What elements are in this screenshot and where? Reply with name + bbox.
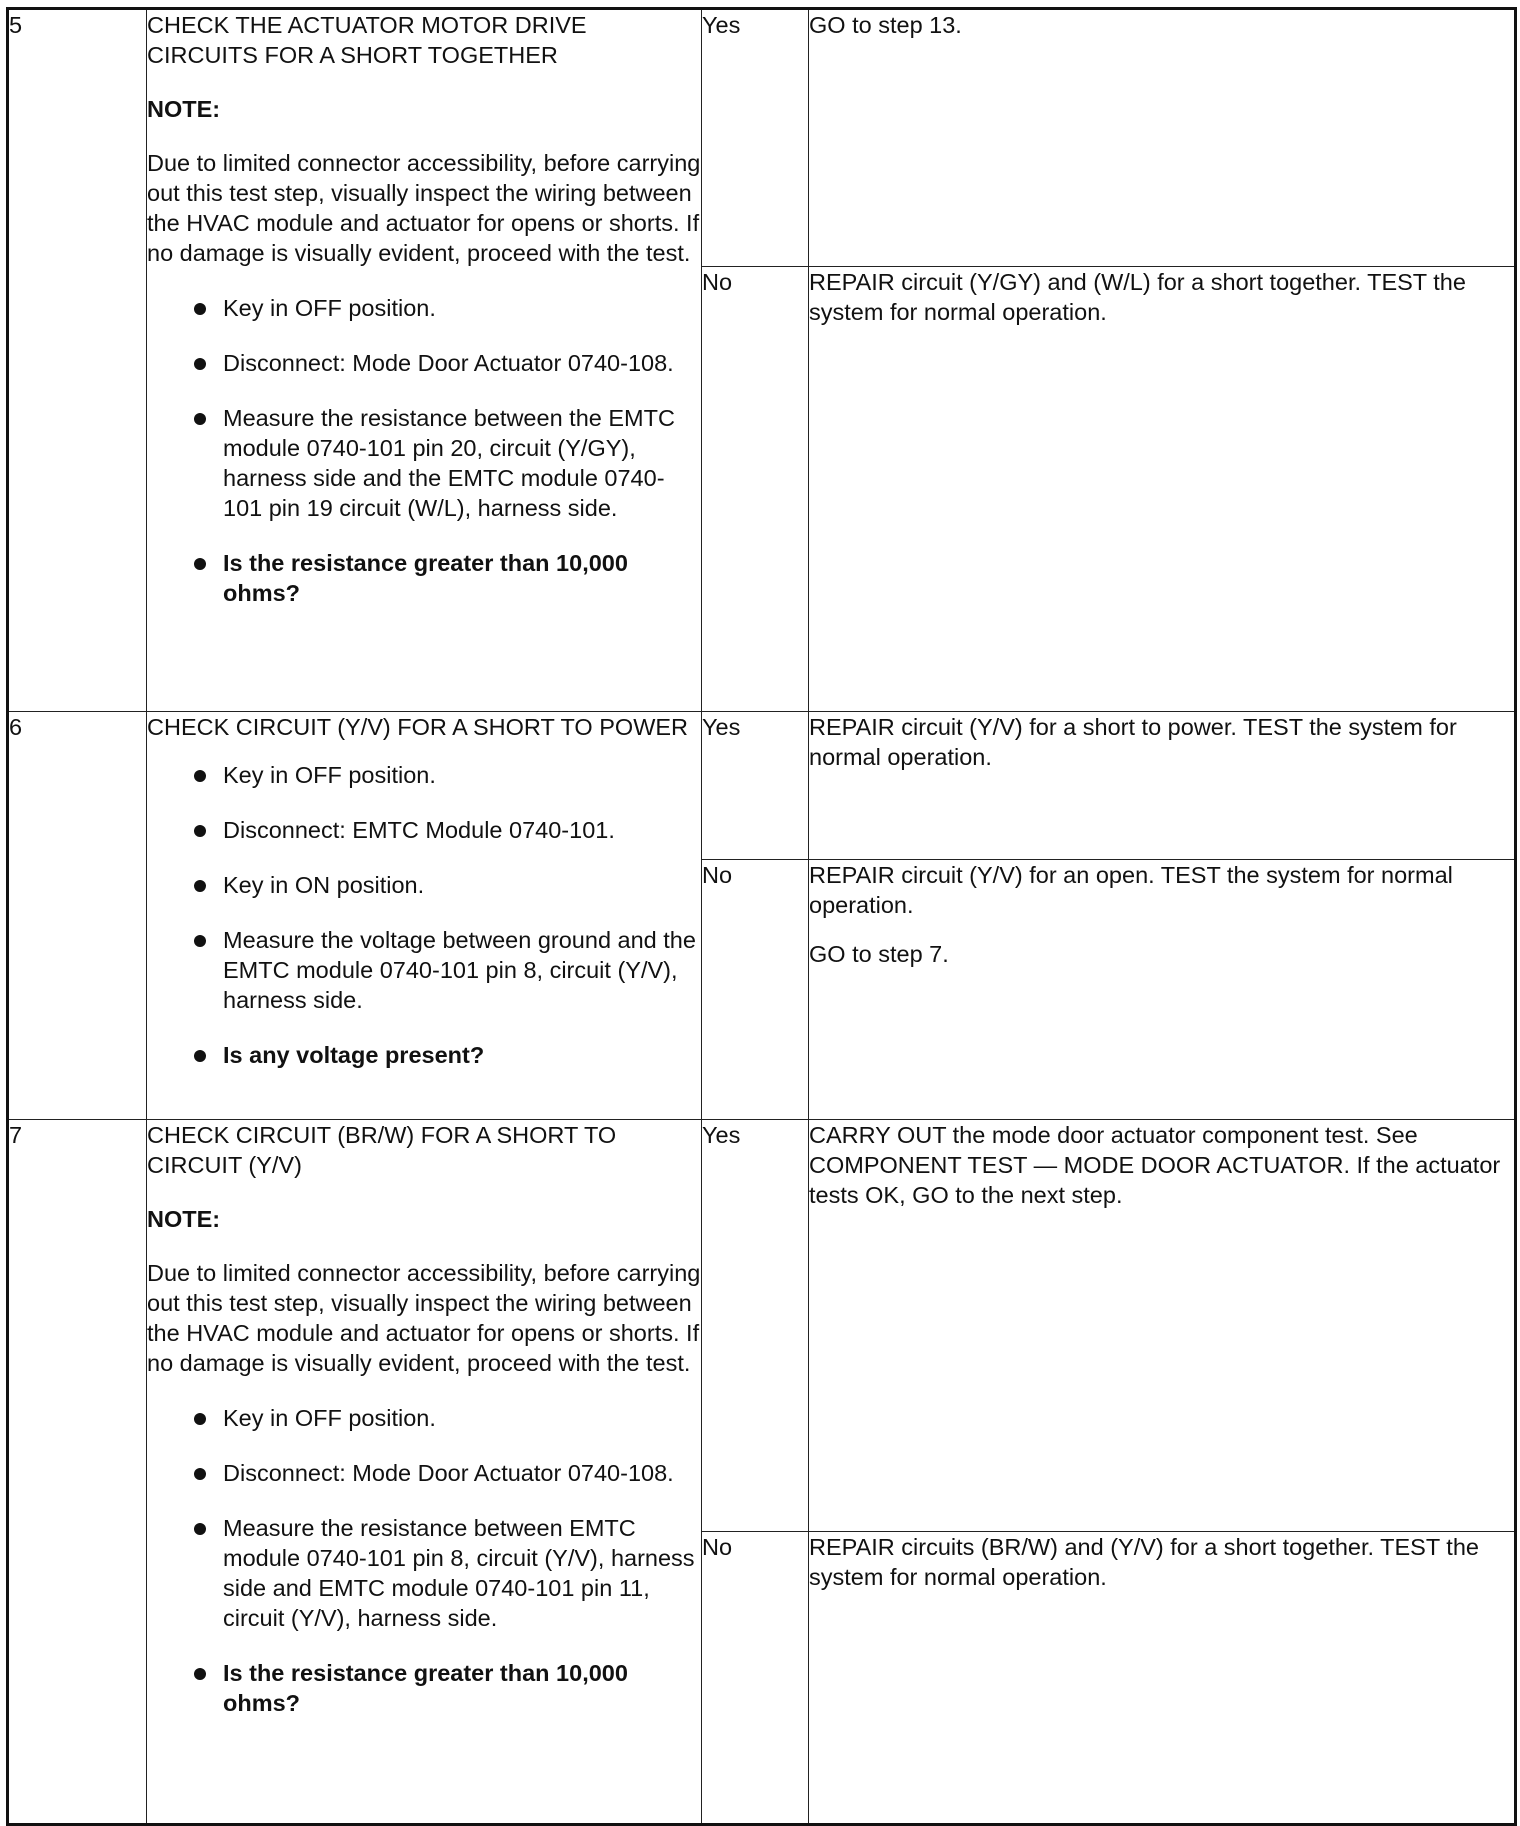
list-item: Disconnect: EMTC Module 0740-101. xyxy=(147,815,701,845)
result-no: No xyxy=(702,267,809,712)
note-text: Due to limited connector accessibility, before carrying out this test step, visually inspect the wiring between the HVAC module and actuator for opens or shorts. If no damage is visually evident, proceed with the test. xyxy=(147,150,701,266)
test-steps xyxy=(147,293,701,608)
list-item: Disconnect: Mode Door Actuator 0740-108. xyxy=(147,1458,701,1488)
list-item: Disconnect: Mode Door Actuator 0740-108. xyxy=(147,348,701,378)
test-steps xyxy=(147,760,701,1070)
table-row xyxy=(8,9,1516,267)
action-text: GO to step 7. xyxy=(809,941,949,967)
list-item: Key in OFF position. xyxy=(147,760,701,790)
result-no: No xyxy=(702,860,809,1120)
note-text: Due to limited connector accessibility, before carrying out this test step, visually inspect the wiring between the HVAC module and actuator for opens or shorts. If no damage is visually evident, proceed with the test. xyxy=(147,1260,701,1376)
action-no xyxy=(809,860,1516,1120)
list-item: Measure the voltage between ground and the EMTC module 0740-101 pin 8, circuit (Y/V), harness side. xyxy=(147,925,701,1015)
action-no xyxy=(809,267,1516,712)
action-text: REPAIR circuits (BR/W) and (Y/V) for a short together. TEST the system for normal operation. xyxy=(809,1534,1479,1590)
result-yes: Yes xyxy=(702,712,809,860)
action-no xyxy=(809,1532,1516,1825)
test-title: CHECK CIRCUIT (BR/W) FOR A SHORT TO CIRCUIT (Y/V) xyxy=(147,1122,617,1178)
action-yes xyxy=(809,9,1516,267)
list-item: Measure the resistance between the EMTC module 0740-101 pin 20, circuit (Y/GY), harness side and the EMTC module 0740-101 pin 19 circuit (W/L), harness side. xyxy=(147,403,701,523)
action-text: REPAIR circuit (Y/V) for a short to power. TEST the system for normal operation. xyxy=(809,714,1457,770)
action-yes xyxy=(809,1120,1516,1532)
action-text: REPAIR circuit (Y/GY) and (W/L) for a short together. TEST the system for normal operation. xyxy=(809,269,1466,325)
result-no: No xyxy=(702,1532,809,1825)
test-description xyxy=(147,1120,702,1825)
list-item: Key in OFF position. xyxy=(147,293,701,323)
action-text: CARRY OUT the mode door actuator component test. See COMPONENT TEST — MODE DOOR ACTUATOR. If the actuator tests OK, GO to the next step. xyxy=(809,1122,1501,1208)
result-yes: Yes xyxy=(702,9,809,267)
step-number: 5 xyxy=(8,9,147,712)
step-number: 6 xyxy=(8,712,147,1120)
list-item: Measure the resistance between EMTC module 0740-101 pin 8, circuit (Y/V), harness side and EMTC module 0740-101 pin 11, circuit (Y/V), harness side. xyxy=(147,1513,701,1633)
action-text: GO to step 13. xyxy=(809,12,962,38)
test-question: Is the resistance greater than 10,000 ohms? xyxy=(147,1658,701,1718)
note-label: NOTE: xyxy=(147,96,221,122)
diagnostic-table xyxy=(6,7,1517,1826)
test-title: CHECK CIRCUIT (Y/V) FOR A SHORT TO POWER xyxy=(147,714,689,740)
test-question: Is any voltage present? xyxy=(147,1040,701,1070)
action-yes xyxy=(809,712,1516,860)
test-steps xyxy=(147,1403,701,1718)
list-item: Key in OFF position. xyxy=(147,1403,701,1433)
table-row xyxy=(8,712,1516,860)
note-label: NOTE: xyxy=(147,1206,221,1232)
table-row xyxy=(8,1120,1516,1532)
test-question: Is the resistance greater than 10,000 ohms? xyxy=(147,548,701,608)
test-title: CHECK THE ACTUATOR MOTOR DRIVE CIRCUITS FOR A SHORT TOGETHER xyxy=(147,12,587,68)
list-item: Key in ON position. xyxy=(147,870,701,900)
test-description xyxy=(147,712,702,1120)
test-description xyxy=(147,9,702,712)
result-yes: Yes xyxy=(702,1120,809,1532)
action-text: REPAIR circuit (Y/V) for an open. TEST the system for normal operation. xyxy=(809,862,1453,918)
step-number: 7 xyxy=(8,1120,147,1825)
